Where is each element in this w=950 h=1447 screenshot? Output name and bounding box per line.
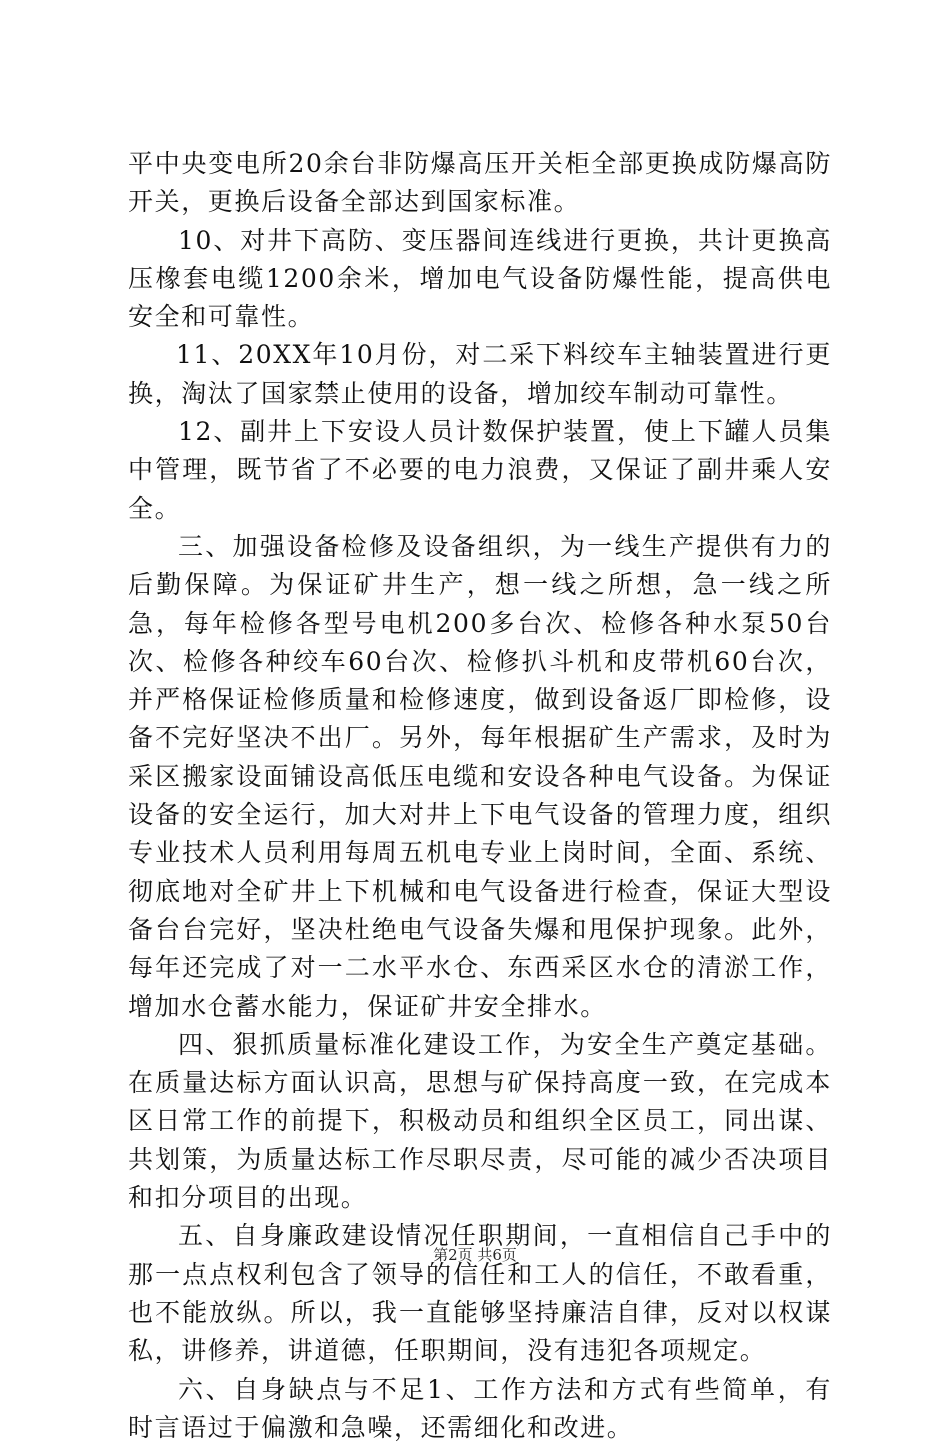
paragraph-section-3: 三、加强设备检修及设备组织，为一线生产提供有力的后勤保障。为保证矿井生产，想一线之所想，急一线之所急，每年检修各型号电机200多台次、检修各种水泵50台次、检修各种绞车60台次、检修扒斗机和皮带机60台次，并严格保证检修质量和检修速度，做到设备返厂即检修，设备不完好坚决不出厂。另外，每年根据矿生产需求，及时为采区搬家设面铺设高低压电缆和安设各种电气设备。为保证设备的安全运行，加大对井上下电气设备的管理力度，组织专业技术人员利用每周五机电专业上岗时间，全面、系统、彻底地对全矿井上下机械和电气设备进行检查，保证大型设备台台完好，坚决杜绝电气设备失爆和甩保护现象。此外，每年还完成了对一二水平水仓、东西采区水仓的清淤工作，增加水仓蓄水能力，保证矿井安全排水。 [128, 528, 832, 1026]
paragraph-section-6: 六、自身缺点与不足1、工作方法和方式有些简单，有时言语过于偏激和急噪，还需细化和改进。 [128, 1371, 832, 1447]
paragraph-continuation: 平中央变电所20余台非防爆高压开关柜全部更换成防爆高防开关，更换后设备全部达到国家标准。 [128, 145, 832, 222]
paragraph-item-11: 11、20XX年10月份，对二采下料绞车主轴装置进行更换，淘汰了国家禁止使用的设备，增加绞车制动可靠性。 [128, 336, 832, 413]
paragraph-item-10: 10、对井下高防、变压器间连线进行更换，共计更换高压橡套电缆1200余米，增加电气设备防爆性能，提高供电安全和可靠性。 [128, 222, 832, 337]
page-footer: 第2页 共6页 [0, 1244, 950, 1265]
paragraph-item-12: 12、副井上下安设人员计数保护装置，使上下罐人员集中管理，既节省了不必要的电力浪费，又保证了副井乘人安全。 [128, 413, 832, 528]
paragraph-section-5: 五、自身廉政建设情况任职期间，一直相信自己手中的那一点点权利包含了领导的信任和工人的信任，不敢看重，也不能放纵。所以，我一直能够坚持廉洁自律，反对以权谋私，讲修养，讲道德，任职期间，没有违犯各项规定。 [128, 1217, 832, 1370]
paragraph-section-4: 四、狠抓质量标准化建设工作，为安全生产奠定基础。在质量达标方面认识高，思想与矿保持高度一致，在完成本区日常工作的前提下，积极动员和组织全区员工，同出谋、共划策，为质量达标工作尽职尽责，尽可能的减少否决项目和扣分项目的出现。 [128, 1026, 832, 1217]
